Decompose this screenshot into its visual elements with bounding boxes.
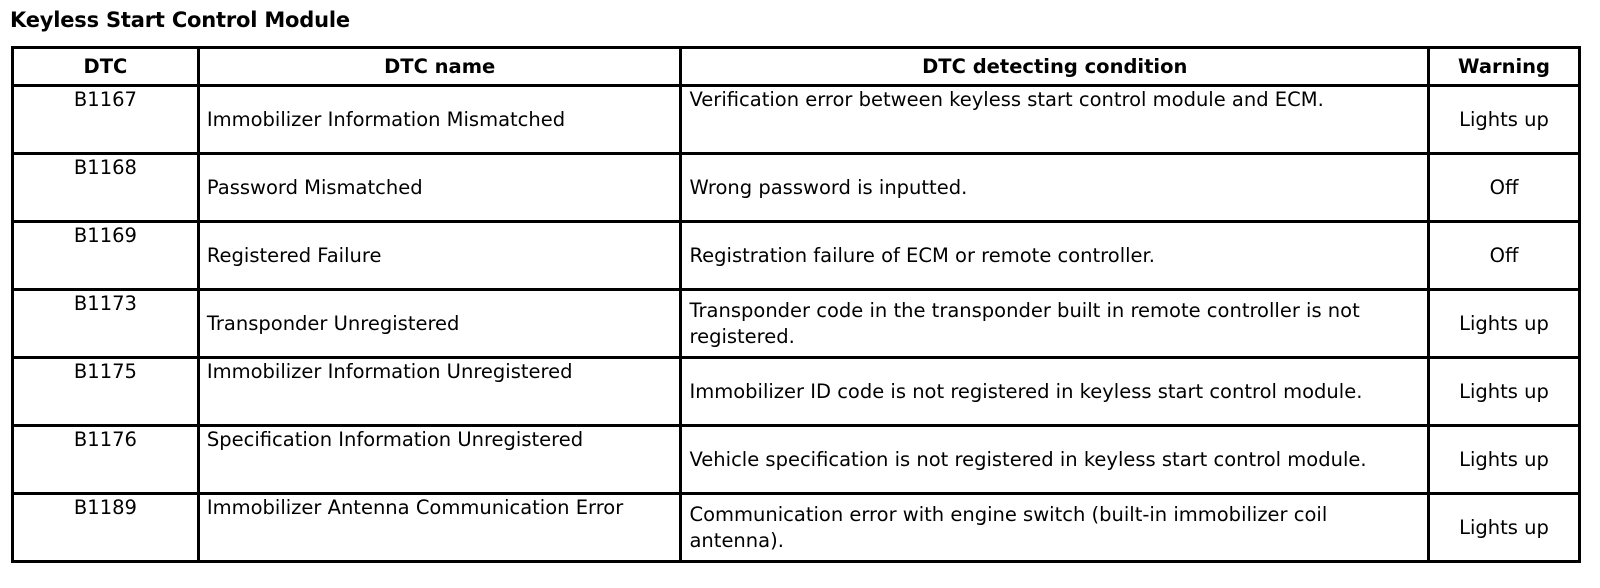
header-dtc: DTC xyxy=(13,48,199,86)
detecting-condition: Registration failure of ECM or remote controller. xyxy=(681,222,1429,290)
detecting-condition: Wrong password is inputted. xyxy=(681,154,1429,222)
table-row xyxy=(13,154,1580,222)
dtc-code: B1175 xyxy=(13,358,199,426)
dtc-code: B1173 xyxy=(13,290,199,358)
warning-status: Lights up xyxy=(1429,86,1580,154)
table-row xyxy=(13,426,1580,494)
page-title: Keyless Start Control Module xyxy=(10,8,350,32)
dtc-table xyxy=(11,46,1581,563)
warning-status: Lights up xyxy=(1429,358,1580,426)
dtc-name: Specification Information Unregistered xyxy=(198,426,681,494)
header-detecting-condition: DTC detecting condition xyxy=(681,48,1429,86)
table-row xyxy=(13,494,1580,562)
dtc-code: B1169 xyxy=(13,222,199,290)
dtc-name: Immobilizer Information Mismatched xyxy=(198,86,681,154)
dtc-name: Transponder Unregistered xyxy=(198,290,681,358)
warning-status: Off xyxy=(1429,154,1580,222)
warning-status: Lights up xyxy=(1429,290,1580,358)
detecting-condition: Immobilizer ID code is not registered in keyless start control module. xyxy=(681,358,1429,426)
dtc-name: Registered Failure xyxy=(198,222,681,290)
warning-status: Off xyxy=(1429,222,1580,290)
header-dtc-name: DTC name xyxy=(198,48,681,86)
dtc-name: Immobilizer Information Unregistered xyxy=(198,358,681,426)
detecting-condition: Communication error with engine switch (built-in immobilizer coil antenna). xyxy=(681,494,1429,562)
table-row xyxy=(13,86,1580,154)
dtc-name: Immobilizer Antenna Communication Error xyxy=(198,494,681,562)
dtc-code: B1176 xyxy=(13,426,199,494)
detecting-condition: Verification error between keyless start control module and ECM. xyxy=(681,86,1429,154)
warning-status: Lights up xyxy=(1429,426,1580,494)
dtc-code: B1189 xyxy=(13,494,199,562)
table-header-row xyxy=(13,48,1580,86)
header-warning: Warning xyxy=(1429,48,1580,86)
warning-status: Lights up xyxy=(1429,494,1580,562)
dtc-code: B1167 xyxy=(13,86,199,154)
dtc-code: B1168 xyxy=(13,154,199,222)
dtc-name: Password Mismatched xyxy=(198,154,681,222)
table-row xyxy=(13,290,1580,358)
detecting-condition: Transponder code in the transponder built in remote controller is not registered. xyxy=(681,290,1429,358)
table-row xyxy=(13,222,1580,290)
table-row xyxy=(13,358,1580,426)
detecting-condition: Vehicle specification is not registered in keyless start control module. xyxy=(681,426,1429,494)
